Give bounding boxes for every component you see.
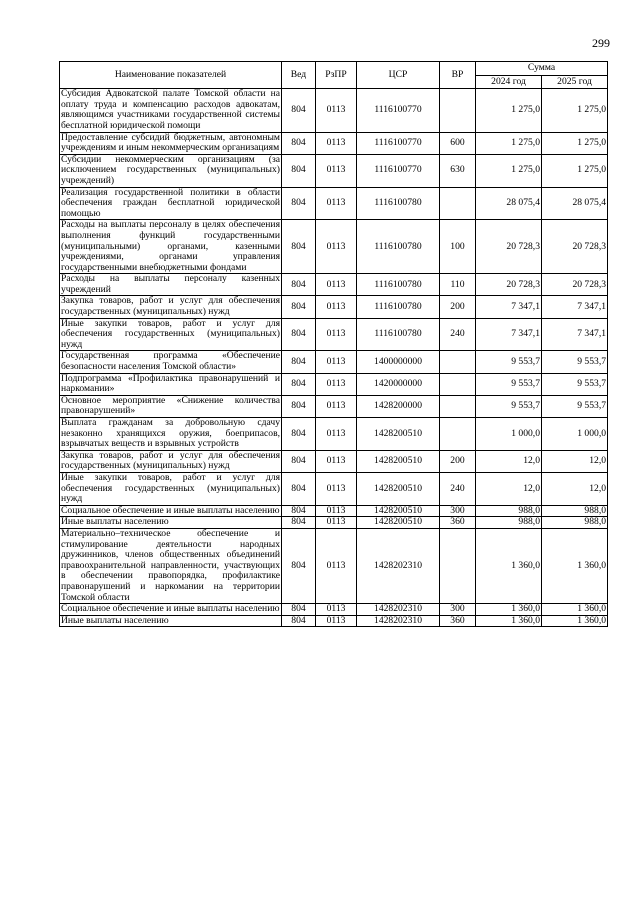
- table-row: [60, 505, 608, 517]
- row-name: Государственная программа «Обеспечение безопасности населения Томской области»: [61, 350, 280, 373]
- budget-table: [59, 61, 608, 627]
- table-header: [60, 62, 608, 89]
- row-rzpr: 0113: [316, 604, 357, 616]
- header-rzpr: РзПР: [316, 62, 357, 89]
- row-amount-2024: 7 347,1: [476, 296, 542, 318]
- header-year-2025: 2025 год: [542, 75, 608, 89]
- row-vr: [440, 395, 476, 417]
- row-vr: 100: [440, 220, 476, 274]
- row-name: Социальное обеспечение и иные выплаты населению: [61, 603, 280, 615]
- table-row: [60, 472, 608, 505]
- row-vr: 600: [440, 132, 476, 154]
- row-ved: 804: [282, 187, 316, 220]
- row-csr: 1420000000: [357, 373, 440, 395]
- row-amount-2025: 20 728,3: [542, 220, 608, 274]
- page-number: 299: [592, 36, 610, 50]
- row-amount-2024: 12,0: [476, 450, 542, 472]
- row-rzpr: 0113: [316, 296, 357, 318]
- row-ved: 804: [282, 154, 316, 187]
- row-vr: [440, 528, 476, 603]
- row-name: Закупка товаров, работ и услуг для обеспечения государственных (муниципальных) нужд: [61, 449, 280, 472]
- row-csr: 1116100780: [357, 296, 440, 318]
- row-rzpr: 0113: [316, 274, 357, 296]
- row-vr: 630: [440, 154, 476, 187]
- row-vr: 240: [440, 472, 476, 505]
- row-name: Закупка товаров, работ и услуг для обеспечения государственных (муниципальных) нужд: [61, 295, 280, 318]
- row-amount-2025: 9 553,7: [542, 373, 608, 395]
- row-vr: 110: [440, 274, 476, 296]
- row-csr: 1428202310: [357, 615, 440, 627]
- row-rzpr: 0113: [316, 154, 357, 187]
- row-vr: 360: [440, 615, 476, 627]
- row-amount-2024: 20 728,3: [476, 274, 542, 296]
- row-amount-2025: 1 360,0: [542, 604, 608, 616]
- table-row: [60, 351, 608, 373]
- header-sum: Сумма: [476, 62, 608, 76]
- row-amount-2025: 9 553,7: [542, 351, 608, 373]
- table-row: [60, 187, 608, 220]
- row-name: Расходы на выплаты персоналу казенных учреждений: [61, 273, 280, 295]
- table-row: [60, 154, 608, 187]
- table-row: [60, 89, 608, 132]
- row-csr: 1116100780: [357, 274, 440, 296]
- row-amount-2025: 12,0: [542, 472, 608, 505]
- row-amount-2024: 28 075,4: [476, 187, 542, 220]
- table-row: [60, 373, 608, 395]
- row-rzpr: 0113: [316, 395, 357, 417]
- row-csr: 1116100780: [357, 318, 440, 351]
- row-csr: 1400000000: [357, 351, 440, 373]
- row-csr: 1116100780: [357, 220, 440, 274]
- row-rzpr: 0113: [316, 132, 357, 154]
- row-amount-2024: 1 360,0: [476, 604, 542, 616]
- row-vr: 360: [440, 517, 476, 529]
- row-ved: 804: [282, 517, 316, 529]
- row-rzpr: 0113: [316, 187, 357, 220]
- table-body: [60, 89, 608, 627]
- row-rzpr: 0113: [316, 318, 357, 351]
- row-ved: 804: [282, 395, 316, 417]
- row-amount-2024: 988,0: [476, 517, 542, 529]
- table-row: [60, 132, 608, 154]
- row-amount-2025: 1 275,0: [542, 132, 608, 154]
- row-name: Реализация государственной политики в области обеспечения граждан бесплатной юридической помощью: [61, 186, 280, 219]
- row-csr: 1116100770: [357, 89, 440, 132]
- header-vr: ВР: [440, 62, 476, 89]
- row-vr: 300: [440, 505, 476, 517]
- table-row: [60, 528, 608, 603]
- row-csr: 1428202310: [357, 528, 440, 603]
- row-name: Основное мероприятие «Снижение количества правонарушений»: [61, 394, 280, 417]
- table-row: [60, 517, 608, 529]
- row-csr: 1428200510: [357, 418, 440, 451]
- row-rzpr: 0113: [316, 89, 357, 132]
- row-vr: 200: [440, 450, 476, 472]
- row-vr: 240: [440, 318, 476, 351]
- row-ved: 804: [282, 615, 316, 627]
- row-vr: [440, 418, 476, 451]
- row-ved: 804: [282, 418, 316, 451]
- row-csr: 1116100770: [357, 154, 440, 187]
- row-name: Субсидия Адвокатской палате Томской области на оплату труда и компенсацию расходов адвокатам, являющимся участниками государственной системы бесплатной юридической помощи: [61, 88, 280, 131]
- row-csr: 1428200000: [357, 395, 440, 417]
- row-amount-2025: 7 347,1: [542, 296, 608, 318]
- row-rzpr: 0113: [316, 517, 357, 529]
- row-amount-2024: 1 000,0: [476, 418, 542, 451]
- row-amount-2024: 9 553,7: [476, 351, 542, 373]
- row-amount-2024: 1 275,0: [476, 154, 542, 187]
- row-amount-2025: 1 000,0: [542, 418, 608, 451]
- row-amount-2024: 1 360,0: [476, 528, 542, 603]
- row-amount-2024: 7 347,1: [476, 318, 542, 351]
- row-ved: 804: [282, 505, 316, 517]
- row-vr: 200: [440, 296, 476, 318]
- row-vr: 300: [440, 604, 476, 616]
- row-amount-2025: 988,0: [542, 517, 608, 529]
- row-csr: 1116100770: [357, 132, 440, 154]
- row-rzpr: 0113: [316, 220, 357, 274]
- row-amount-2025: 7 347,1: [542, 318, 608, 351]
- row-vr: [440, 187, 476, 220]
- table-row: [60, 604, 608, 616]
- row-amount-2024: 1 275,0: [476, 89, 542, 132]
- row-amount-2024: 12,0: [476, 472, 542, 505]
- header-ved: Вед: [282, 62, 316, 89]
- row-amount-2024: 9 553,7: [476, 373, 542, 395]
- row-name: Подпрограмма «Профилактика правонарушений и наркомании»: [61, 372, 280, 395]
- row-ved: 804: [282, 528, 316, 603]
- row-rzpr: 0113: [316, 351, 357, 373]
- table-row: [60, 274, 608, 296]
- row-rzpr: 0113: [316, 373, 357, 395]
- row-ved: 804: [282, 450, 316, 472]
- row-rzpr: 0113: [316, 450, 357, 472]
- header-csr: ЦСР: [357, 62, 440, 89]
- header-year-2024: 2024 год: [476, 75, 542, 89]
- row-amount-2025: 12,0: [542, 450, 608, 472]
- header-name: Наименование показателей: [60, 62, 282, 89]
- row-amount-2025: 20 728,3: [542, 274, 608, 296]
- row-rzpr: 0113: [316, 528, 357, 603]
- row-amount-2025: 1 360,0: [542, 615, 608, 627]
- table-row: [60, 615, 608, 627]
- row-vr: [440, 89, 476, 132]
- row-rzpr: 0113: [316, 472, 357, 505]
- row-rzpr: 0113: [316, 418, 357, 451]
- row-name: Иные выплаты населению: [60, 517, 282, 529]
- table-row: [60, 395, 608, 417]
- row-ved: 804: [282, 373, 316, 395]
- row-amount-2024: 20 728,3: [476, 220, 542, 274]
- table-row: [60, 318, 608, 351]
- row-ved: 804: [282, 318, 316, 351]
- row-amount-2025: 28 075,4: [542, 187, 608, 220]
- row-amount-2025: 1 275,0: [542, 154, 608, 187]
- row-rzpr: 0113: [316, 615, 357, 627]
- row-amount-2025: 9 553,7: [542, 395, 608, 417]
- table-row: [60, 418, 608, 451]
- row-ved: 804: [282, 274, 316, 296]
- row-amount-2024: 1 360,0: [476, 615, 542, 627]
- row-ved: 804: [282, 132, 316, 154]
- row-amount-2024: 9 553,7: [476, 395, 542, 417]
- row-ved: 804: [282, 351, 316, 373]
- row-csr: 1116100780: [357, 187, 440, 220]
- row-amount-2025: 1 275,0: [542, 89, 608, 132]
- row-ved: 804: [282, 296, 316, 318]
- row-name: Предоставление субсидий бюджетным, автономным учреждениям и иным некоммерческим организациям: [61, 131, 280, 154]
- row-csr: 1428200510: [357, 505, 440, 517]
- table-row: [60, 296, 608, 318]
- row-name: Социальное обеспечение и иные выплаты населению: [61, 504, 280, 516]
- row-ved: 804: [282, 604, 316, 616]
- row-name: Субсидии некоммерческим организациям (за исключением государственных (муниципальных) учреждений): [61, 153, 280, 186]
- row-ved: 804: [282, 472, 316, 505]
- row-ved: 804: [282, 89, 316, 132]
- table-row: [60, 450, 608, 472]
- table-row: [60, 220, 608, 274]
- row-csr: 1428200510: [357, 517, 440, 529]
- row-vr: [440, 351, 476, 373]
- row-name: Материально–техническое обеспечение и стимулирование деятельности народных дружинников, членов общественных объединений правоохранительной направленности, участвующих в обеспечении правопорядка, профилактике правонарушений и наркомании на территории Томской области: [61, 527, 280, 603]
- row-name: Иные выплаты населению: [60, 615, 282, 627]
- row-amount-2024: 988,0: [476, 505, 542, 517]
- row-name: Иные закупки товаров, работ и услуг для обеспечения государственных (муниципальных) нужд: [61, 471, 280, 505]
- row-ved: 804: [282, 220, 316, 274]
- row-name: Расходы на выплаты персоналу в целях обеспечения выполнения функций государственными (муниципальными) органами, казенными учреждениями, органами управления государственными внебюджетными фондами: [61, 219, 280, 273]
- row-vr: [440, 373, 476, 395]
- row-name: Иные закупки товаров, работ и услуг для обеспечения государственных (муниципальных) нужд: [61, 317, 280, 350]
- row-csr: 1428200510: [357, 450, 440, 472]
- row-amount-2025: 1 360,0: [542, 528, 608, 603]
- row-csr: 1428202310: [357, 604, 440, 616]
- row-amount-2024: 1 275,0: [476, 132, 542, 154]
- row-name: Выплата гражданам за добровольную сдачу незаконно хранящихся оружия, боеприпасов, взрывчатых веществ и взрывных устройств: [61, 417, 280, 450]
- row-amount-2025: 988,0: [542, 505, 608, 517]
- row-rzpr: 0113: [316, 505, 357, 517]
- row-csr: 1428200510: [357, 472, 440, 505]
